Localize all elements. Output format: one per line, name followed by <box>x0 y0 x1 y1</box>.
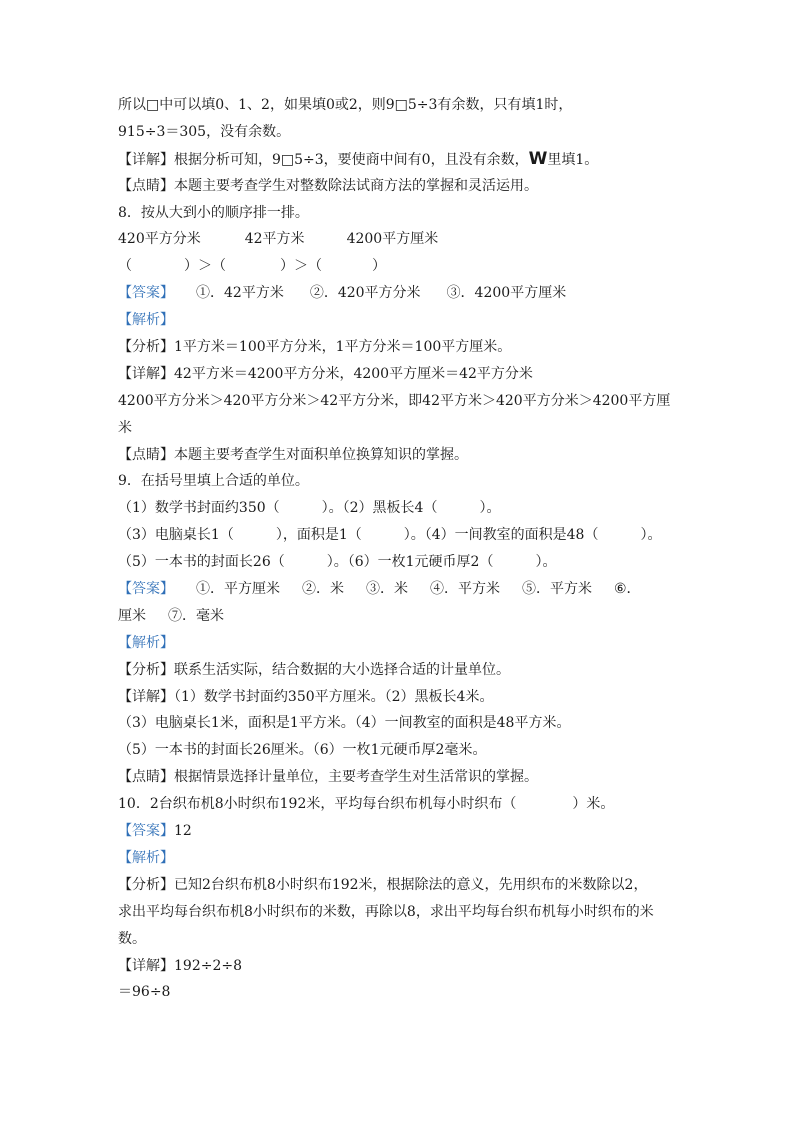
text: （3）电脑桌长1米，面积是1平方米。（4）一间教室的面积是48平方米。 <box>118 715 571 732</box>
item-2: 42平方米 <box>244 231 305 248</box>
analysis-label: 【解析】 <box>118 849 174 866</box>
item-3: 4200平方厘米 <box>346 231 439 248</box>
text: 【分析】1平方米＝100平方分米，1平方分米＝100平方厘米。 <box>118 339 512 356</box>
text-line <box>118 764 678 791</box>
text: 【点睛】根据情景选择计量单位，主要考查学生对生活常识的掌握。 <box>118 769 538 786</box>
question-9-title <box>118 468 678 495</box>
answer-item: ③．4200平方厘米 <box>446 285 567 302</box>
text-line <box>118 334 678 361</box>
text-line <box>118 549 678 576</box>
answer-item: ⑤．平方米 <box>522 581 592 598</box>
item-1: 420平方分米 <box>118 231 201 248</box>
text: （1）数学书封面约350（ ）。（2）黑板长4（ ）。 <box>118 500 501 517</box>
text-line <box>118 710 678 737</box>
answer-item: ①．平方厘米 <box>196 581 280 598</box>
question-10-title <box>118 791 678 818</box>
text: 【点睛】本题主要考查学生对整数除法试商方法的掌握和灵活运用。 <box>118 177 538 194</box>
analysis-label-line <box>118 630 678 657</box>
text-line <box>118 522 678 549</box>
answer-line <box>118 818 678 845</box>
text: ＝96÷8 <box>118 984 171 1001</box>
answer-item: ⑥． <box>614 581 641 598</box>
analysis-label-line <box>118 845 678 872</box>
text: ） <box>372 258 386 275</box>
text-line <box>118 657 678 684</box>
text-line <box>118 684 678 711</box>
text: 8．按从大到小的顺序排一排。 <box>118 204 309 221</box>
answer-label: 【答案】 <box>118 823 174 840</box>
answer-item: ②．420平方分米 <box>309 285 421 302</box>
answer-label: 【答案】 <box>118 581 174 598</box>
text: （3）电脑桌长1（ ），面积是1（ ）。（4）一间教室的面积是48（ ）。 <box>118 527 662 544</box>
text: 【详解】192÷2÷8 <box>118 957 242 974</box>
analysis-label-line <box>118 307 678 334</box>
text-line <box>118 872 678 899</box>
text: （ <box>118 258 132 275</box>
w-glyph: W <box>528 148 548 169</box>
text: 10．2台织布机8小时织布192米，平均每台织布机每小时织布（ ）米。 <box>118 796 615 813</box>
text: 915÷3＝305，没有余数。 <box>118 123 291 140</box>
document-body <box>118 92 678 1006</box>
text-line <box>118 442 678 469</box>
answer-item: ④．平方米 <box>430 581 500 598</box>
text-line <box>118 146 678 173</box>
answer-item: 12 <box>174 823 192 840</box>
text: （5）一本书的封面长26（ ）。（6）一枚1元硬币厚2（ ）。 <box>118 554 557 571</box>
text: 米 <box>118 419 132 436</box>
text-line <box>118 495 678 522</box>
text-line <box>118 388 678 415</box>
text-line <box>118 979 678 1006</box>
text: （5）一本书的封面长26厘米。（6）一枚1元硬币厚2毫米。 <box>118 742 487 759</box>
answer-item: ③．米 <box>366 581 408 598</box>
text: 【详解】（1）数学书封面约350平方厘米。（2）黑板长4米。 <box>118 688 494 705</box>
question-8-blanks <box>118 253 678 280</box>
text-line <box>118 415 678 442</box>
text: 9．在括号里填上合适的单位。 <box>118 473 309 490</box>
answer-line-cont <box>118 603 678 630</box>
answer-line <box>118 280 678 307</box>
text: 【详解】根据分析可知，9□5÷3，要使商中间有0，且没有余数， <box>118 151 529 168</box>
text: 数。 <box>118 930 146 947</box>
question-8-items <box>118 226 678 253</box>
text-line <box>118 737 678 764</box>
text: 【详解】42平方米＝4200平方分米，4200平方厘米＝42平方分米 <box>118 365 533 382</box>
text-line <box>118 899 678 926</box>
text-line <box>118 173 678 200</box>
text-line <box>118 953 678 980</box>
text: 【分析】已知2台织布机8小时织布192米，根据除法的意义，先用织布的米数除以2， <box>118 876 648 893</box>
answer-line <box>118 576 678 603</box>
text: ）＞（ <box>184 258 226 275</box>
text: ）＞（ <box>280 258 322 275</box>
text-line <box>118 361 678 388</box>
question-8-title <box>118 200 678 227</box>
text-line <box>118 119 678 146</box>
text: 【分析】联系生活实际，结合数据的大小选择合适的计量单位。 <box>118 661 510 678</box>
text: 求出平均每台织布机8小时织布的米数，再除以8，求出平均每台织布机每小时织布的米 <box>118 903 654 920</box>
text: 所以□中可以填0、1、2，如果填0或2，则9□5÷3有余数，只有填1时， <box>118 97 573 113</box>
text-line <box>118 926 678 953</box>
answer-item: ②．米 <box>302 581 344 598</box>
answer-item: 厘米 <box>118 607 146 624</box>
analysis-label: 【解析】 <box>118 634 174 651</box>
answer-label: 【答案】 <box>118 285 174 302</box>
text: 里填1。 <box>547 151 599 168</box>
text: 【点睛】本题主要考查学生对面积单位换算知识的掌握。 <box>118 446 468 463</box>
text-line <box>118 92 678 119</box>
analysis-label: 【解析】 <box>118 312 174 329</box>
answer-item: ⑦．毫米 <box>168 607 224 624</box>
text: 4200平方分米＞420平方分米＞42平方分米，即42平方米＞420平方分米＞4200平方厘 <box>118 392 671 409</box>
answer-item: ①．42平方米 <box>196 285 284 302</box>
